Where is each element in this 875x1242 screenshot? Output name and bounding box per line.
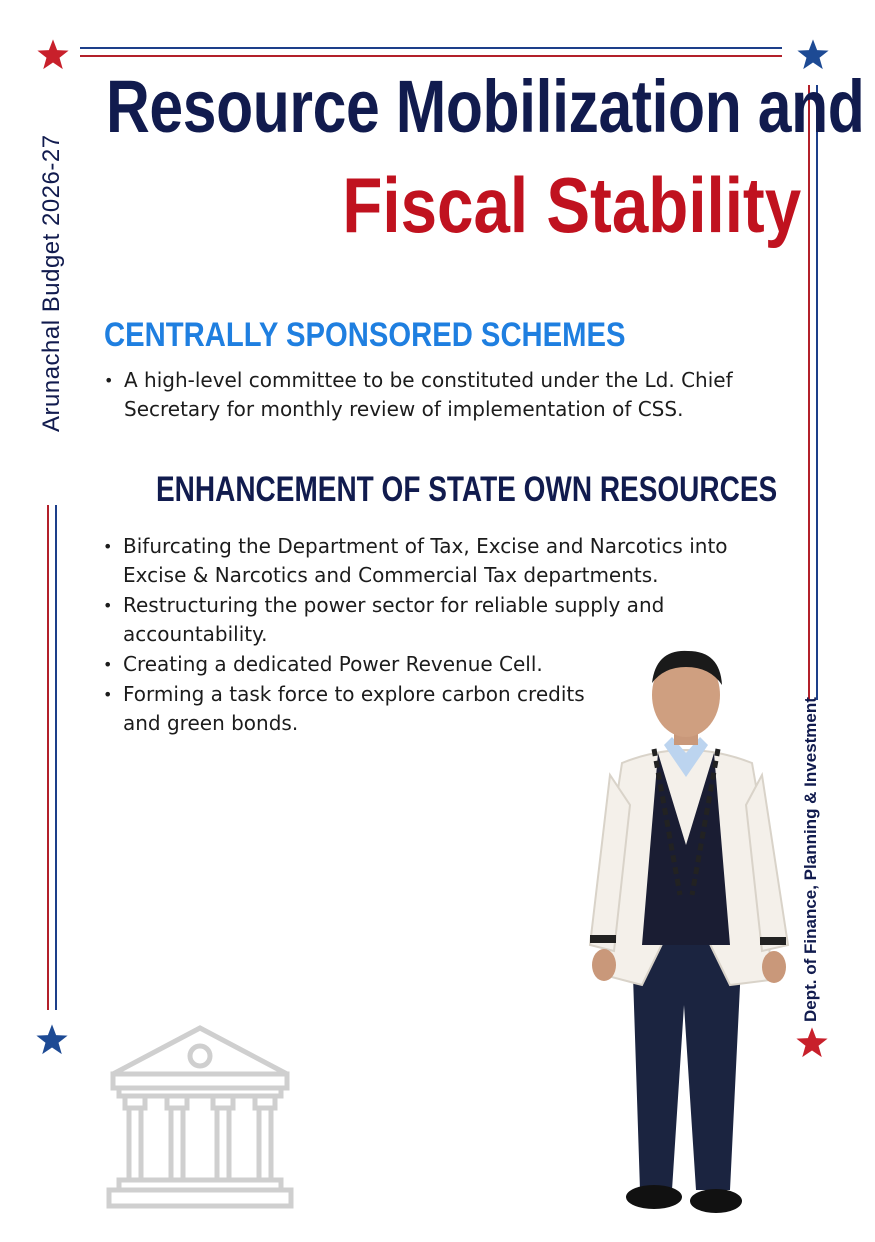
list-item: • Restructuring the power sector for reliable supply and accountability. [103,591,713,649]
page-title-line2: Fiscal Stability [342,161,801,249]
left-border-line-blue-lower [55,505,57,1010]
section-heading-css: CENTRALLY SPONSORED SCHEMES [104,316,626,354]
star-icon [795,1026,829,1060]
list-item: • Creating a dedicated Power Revenue Cell. [103,650,723,679]
star-icon [36,38,70,72]
list-item: • Forming a task force to explore carbon credits and green bonds. [103,680,613,738]
css-bullet-list [104,366,784,424]
budget-year-label: Arunachal Budget 2026-27 [38,134,65,432]
right-border-line-red-upper [808,85,810,700]
right-border-line-blue-upper [816,85,818,700]
list-item: • A high-level committee to be constituted under the Ld. Chief Secretary for monthly review of implementation of CSS. [104,366,784,424]
page-title-line1: Resource Mobilization and [106,65,865,148]
top-border-line-red [80,55,782,57]
top-border-line-blue [80,47,782,49]
list-item: • Bifurcating the Department of Tax, Excise and Narcotics into Excise & Narcotics and Commercial Tax departments. [103,532,763,590]
section-heading-sor: ENHANCEMENT OF STATE OWN RESOURCES [156,470,778,509]
left-border-line-red-lower [47,505,49,1010]
department-label: Dept. of Finance, Planning & Investment [801,697,820,1022]
official-portrait [580,645,795,1235]
government-building-icon [105,1022,295,1212]
star-icon [35,1023,69,1057]
